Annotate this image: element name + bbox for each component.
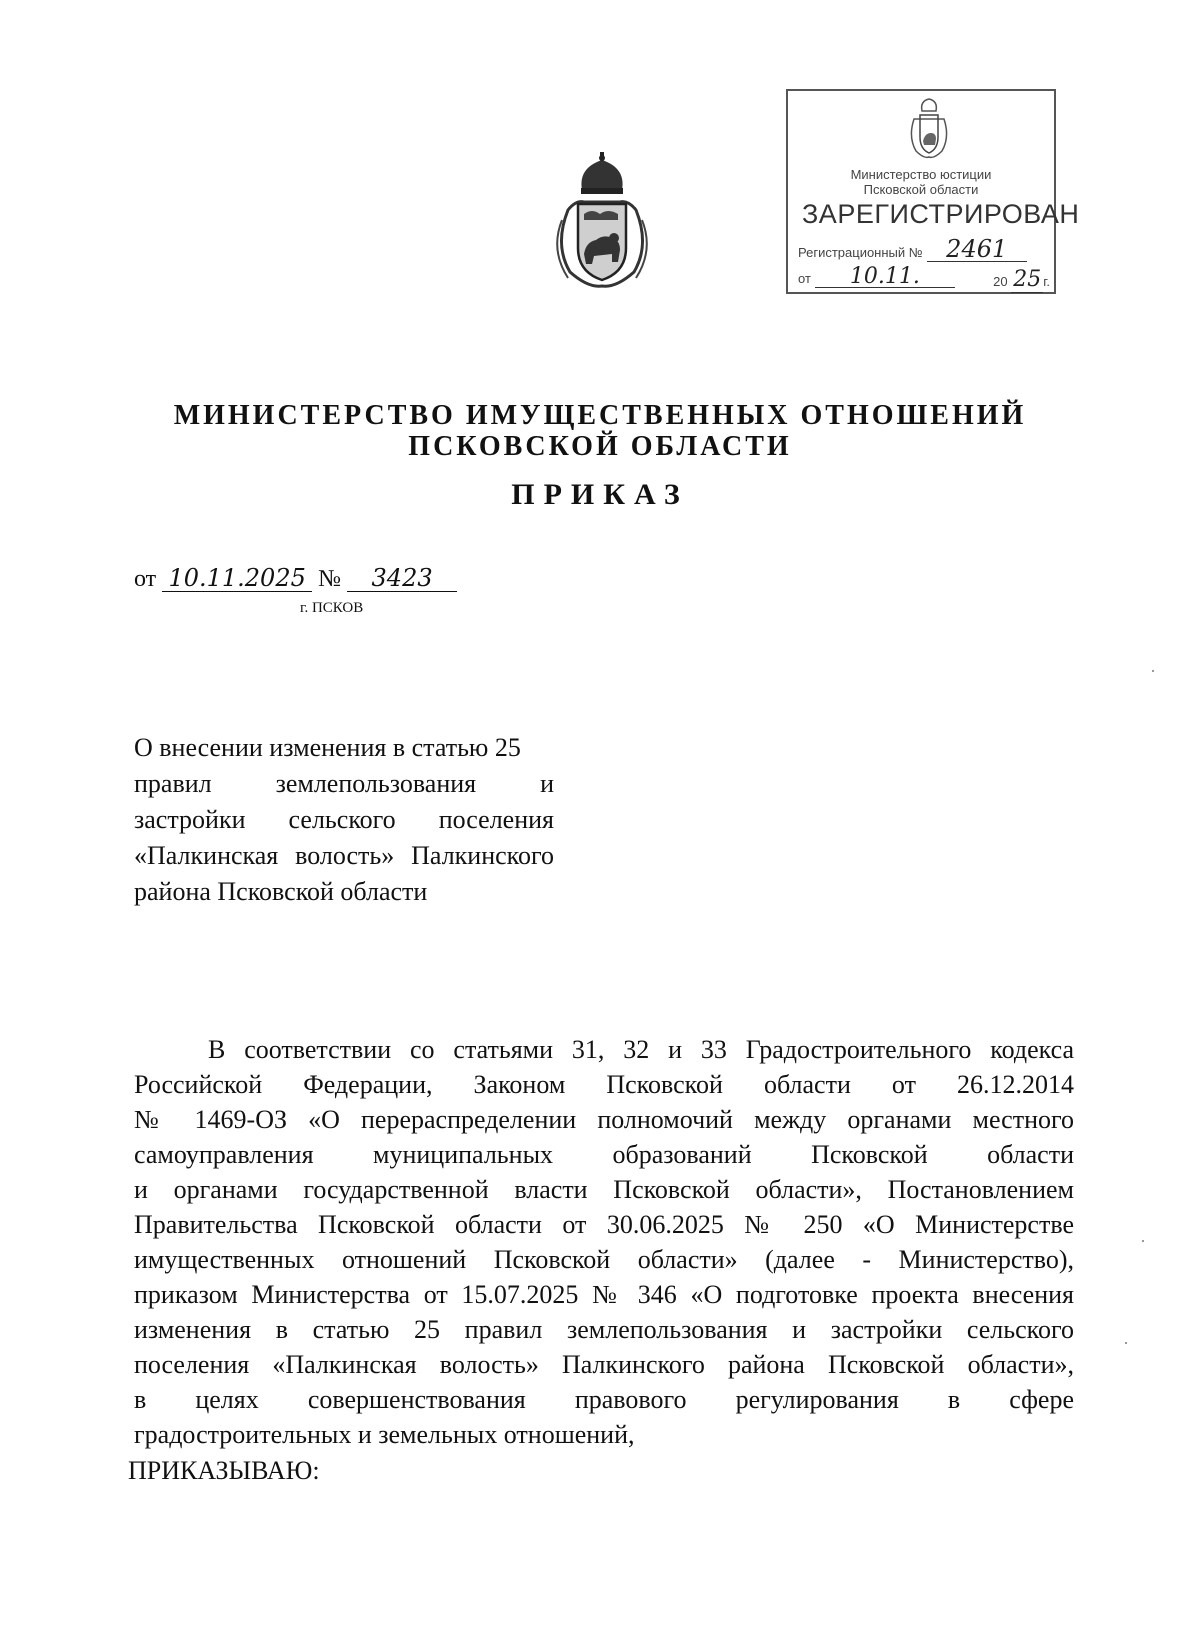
- stamp-date-value: 10.11.: [815, 267, 955, 288]
- stamp-date-line: [798, 264, 1050, 292]
- order-date: 10.11.2025: [162, 565, 312, 592]
- body-line: В соответствии со статьями 31, 32 и 33 Градостроительного кодекса: [208, 1035, 1074, 1064]
- order-word: ПРИКАЗЫВАЮ:: [128, 1456, 320, 1485]
- stamp-status: ЗАРЕГИСТРИРОВАН: [802, 199, 1080, 229]
- body-line: имущественных отношений Псковской области» (далее - Министерство),: [134, 1245, 1074, 1274]
- scan-speck: [1142, 1240, 1144, 1242]
- body-line: в целях совершенствования правового регулирования в сфере: [134, 1385, 1074, 1414]
- subject-line: застройки сельского поселения: [134, 805, 554, 834]
- order-number-prefix: №: [318, 566, 342, 592]
- stamp-ministry: [788, 167, 1054, 197]
- stamp-year-value: 25: [1013, 267, 1042, 292]
- body-line: изменения в статью 25 правил землепользования и застройки сельского: [134, 1315, 1074, 1344]
- body-line: градостроительных и земельных отношений,: [134, 1420, 635, 1449]
- body-line: самоуправления муниципальных образований Псковской области: [134, 1140, 1074, 1169]
- body-line: Российской Федерации, Законом Псковской области от 26.12.2014: [134, 1070, 1074, 1099]
- stamp-ministry-line2: Псковской области: [863, 182, 979, 197]
- stamp-year-suffix: г.: [1043, 274, 1050, 289]
- order-city: г. ПСКОВ: [300, 600, 364, 616]
- stamp-ministry-line1: Министерство юстиции: [850, 167, 992, 182]
- stamp-year: [993, 267, 1050, 292]
- ministry-title-line2: ПСКОВСКОЙ ОБЛАСТИ: [408, 431, 792, 462]
- order-subject: [134, 730, 554, 910]
- subject-line: района Псковской области: [134, 877, 428, 906]
- body-line: поселения «Палкинская волость» Палкинского района Псковской области»,: [134, 1350, 1074, 1379]
- subject-line: О внесении изменения в статью 25: [134, 733, 521, 762]
- ministry-title-line1: МИНИСТЕРСТВО ИМУЩЕСТВЕННЫХ ОТНОШЕНИЙ: [173, 400, 1027, 431]
- stamp-date-prefix: от: [798, 271, 811, 286]
- stamp-emblem-icon: [906, 97, 952, 159]
- registration-stamp: [786, 89, 1080, 294]
- order-body: [134, 1032, 1074, 1452]
- stamp-reg-number: 2461: [927, 237, 1027, 262]
- document-type: ПРИКАЗ: [511, 478, 689, 511]
- subject-line: «Палкинская волость» Палкинского: [134, 841, 554, 870]
- body-line: № 1469-ОЗ «О перераспределении полномочий между органами местного: [134, 1105, 1074, 1134]
- body-line: Правительства Псковской области от 30.06.2025 № 250 «О Министерстве: [134, 1210, 1074, 1239]
- stamp-reg-label: Регистрационный №: [798, 245, 923, 260]
- order-date-prefix: от: [134, 566, 157, 592]
- scan-speck: [1125, 1342, 1127, 1344]
- scan-speck: [1152, 670, 1154, 672]
- body-line: приказом Министерства от 15.07.2025 № 346 «О подготовке проекта внесения: [134, 1280, 1074, 1309]
- body-line: и органами государственной власти Псковской области», Постановлением: [134, 1175, 1074, 1204]
- stamp-reg-line: [798, 237, 1027, 262]
- subject-line: правил землепользования и: [134, 769, 554, 798]
- order-line: [134, 565, 457, 593]
- coat-of-arms-icon: [548, 150, 656, 290]
- stamp-year-prefix: 20: [993, 274, 1008, 289]
- order-number: 3423: [347, 565, 457, 592]
